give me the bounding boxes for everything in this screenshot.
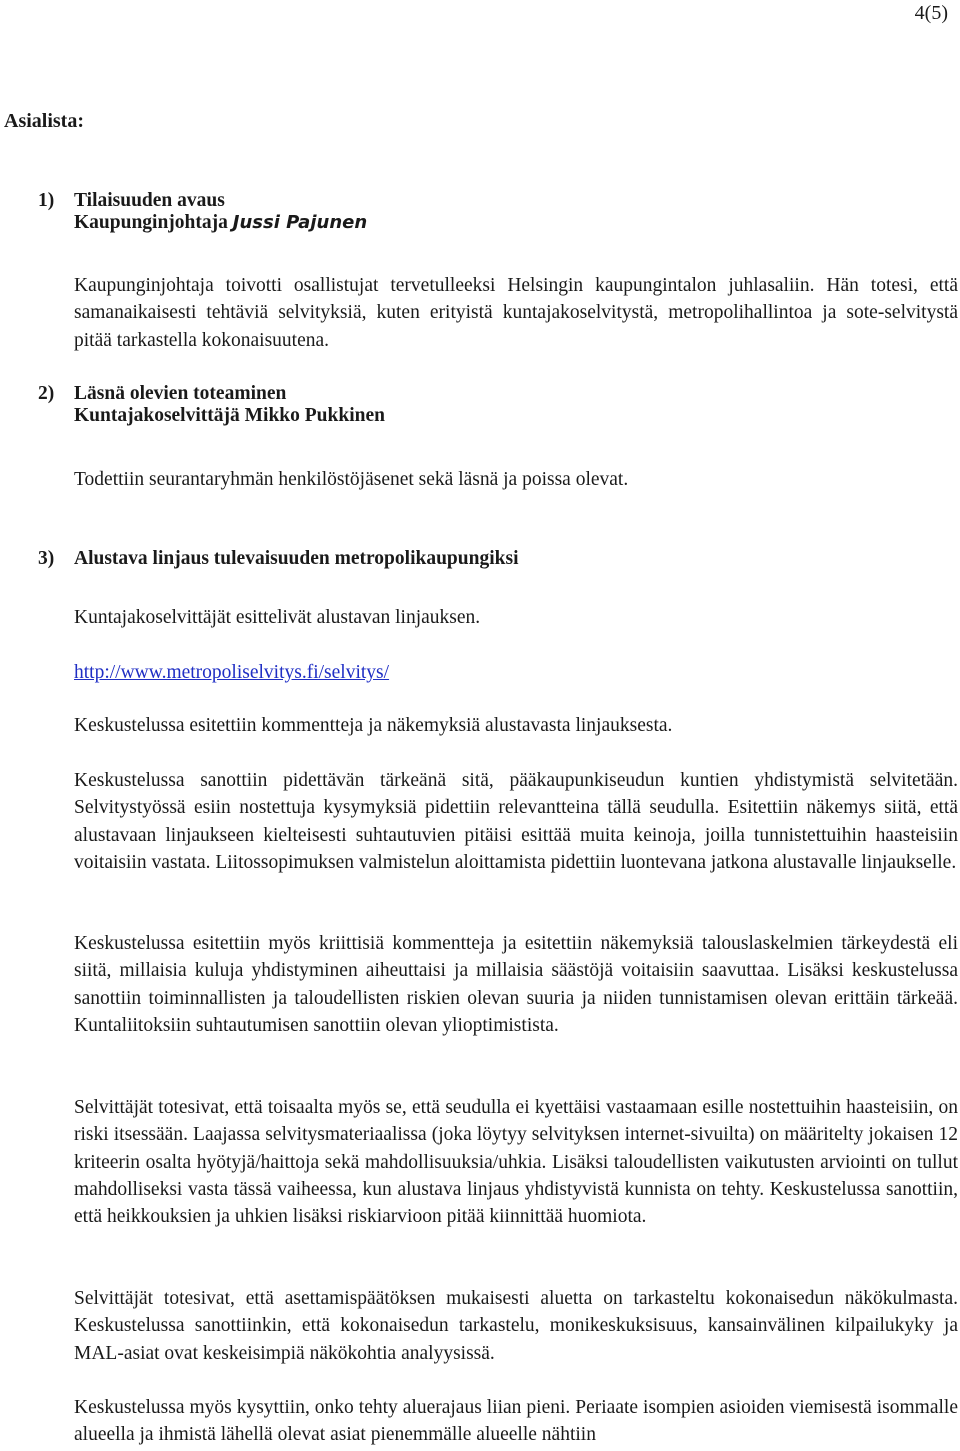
paragraph: Keskustelussa myös kysyttiin, onko tehty aluerajaus liian pieni. Periaate isompien asioiden viemisestä isommalle alueella ja ihmistä lähellä olevat asiat pienemmälle alueelle nähtiin	[74, 1397, 958, 1446]
item-number: 1)	[38, 190, 55, 211]
item-number: 3)	[38, 548, 55, 569]
paragraph: Kaupunginjohtaja toivotti osallistujat tervetulleeksi Helsingin kaupungintalon juhlasaliin. Hän totesi, että samanaikaisesti tehtäviä selvityksiä, kuten erityistä kuntajakoselvitystä, metropolihallintoa ja sote-selvitystä pitää tarkastella kokonaisuutena.	[74, 275, 958, 351]
agenda-item-1	[38, 190, 958, 234]
selvitys-link[interactable]	[74, 659, 958, 686]
item-presenter: Kuntajakoselvittäjä Mikko Pukkinen	[74, 405, 385, 426]
agenda-item-3	[38, 548, 958, 570]
paragraph: Selvittäjät totesivat, että asettamispäätöksen mukaisesti aluetta on tarkasteltu kokonaisedun näkökulmasta. Keskustelussa sanottiinkin, että kokonaisedun tarkastelu, monikeskuksisuus, kansainvälinen kilpailukyky ja MAL-asiat ovat keskeisimpiä näkökohtia analyysissä.	[74, 1288, 958, 1364]
page-number: 4(5)	[914, 2, 948, 24]
presenter-name: Jussi Pajunen	[232, 212, 368, 233]
paragraph: Selvittäjät totesivat, että toisaalta myös se, että seudulla ei kyettäisi vastaamaan esille nostettuihin haasteisiin, on riski itsessään. Laajassa selvitysmateriaalissa (joka löytyy selvityksen internet-sivuilta) on määritelty jokaisen 12 kriteerin osalta hyötyjä/haittoja sekä mahdollisuuksia/uhkia. Lisäksi taloudellisten vaikutusten arviointi on tullut mahdolliseksi vasta tässä vaiheessa, kun alustava linjaus yhdistyvistä kunnista on tehty. Keskustelussa sanottiin, että heikkouksien ja uhkien lisäksi riskiarvioon pitää kiinnittää huomiota.	[74, 1097, 958, 1228]
item-presenter	[38, 212, 958, 234]
item-title: Alustava linjaus tulevaisuuden metropolikaupungiksi	[74, 548, 519, 569]
paragraph: Kuntajakoselvittäjät esittelivät alustavan linjauksen.	[74, 607, 481, 628]
agenda-heading: Asialista:	[4, 110, 84, 132]
item-number: 2)	[38, 383, 55, 404]
presenter-role: Kaupunginjohtaja	[74, 212, 233, 233]
item-title: Läsnä olevien toteaminen	[74, 383, 287, 404]
selvitys-link-text[interactable]: http://www.metropoliselvitys.fi/selvitys/	[74, 662, 390, 683]
paragraph: Keskustelussa esitettiin myös kriittisiä kommentteja ja esitettiin näkemyksiä talouslaskelmien tärkeydestä eli siitä, millaisia kuluja yhdistyminen aiheuttaisi ja millaisia säästöjä voitaisiin saavuttaa. Lisäksi keskustelussa sanottiin toiminnallisten ja taloudellisten riskien olevan suuria ja niiden tunnistamisen olevan erittäin tärkeää. Kuntaliitoksiin suhtautumisen sanottiin olevan ylioptimistista.	[74, 933, 958, 1036]
item-title: Tilaisuuden avaus	[74, 190, 225, 211]
paragraph: Keskustelussa sanottiin pidettävän tärkeänä sitä, pääkaupunkiseudun kuntien yhdistymistä selvitetään. Selvitystyössä esiin nostettuja kysymyksiä pidettiin relevantteina tällä seudulla. Esitettiin näkemys siitä, että alustavaan linjaukseen kielteisesti suhtautuvien pitäisi esittää muita keinoja, joilla tunnistettuihin haasteisiin voitaisiin vastata. Liitossopimuksen valmistelun aloittamista pidettiin luontevana jatkona alustavalle linjaukselle.	[74, 770, 958, 873]
paragraph: Todettiin seurantaryhmän henkilöstöjäsenet sekä läsnä ja poissa olevat.	[74, 469, 629, 490]
paragraph: Keskustelussa esitettiin kommentteja ja näkemyksiä alustavasta linjauksesta.	[74, 715, 673, 736]
agenda-item-2	[38, 383, 958, 427]
